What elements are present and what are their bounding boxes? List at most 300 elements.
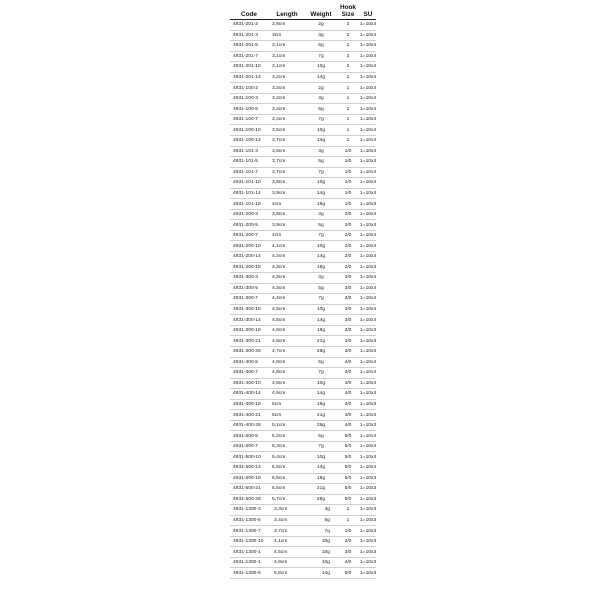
cell-weight: 18g: [316, 201, 326, 207]
table-row: [230, 358, 376, 369]
cell-su: 1=10x4: [360, 433, 377, 439]
cell-hook-size: 2: [346, 32, 350, 38]
cell-length: 3,4cm: [274, 517, 288, 523]
cell-length: 4,1cm: [272, 243, 286, 249]
cell-hook-size: 1/0: [344, 201, 352, 207]
cell-hook-size: 3/0: [344, 338, 352, 344]
cell-su: 1=10x4: [360, 254, 377, 260]
cell-hook-size: 5/0: [344, 496, 352, 502]
cell-length: 3,2cm: [272, 85, 286, 91]
cell-length: 4,4cm: [272, 296, 286, 302]
cell-weight: 3g: [324, 507, 330, 513]
cell-weight: 5g: [318, 222, 324, 228]
cell-code: 4931-100-3: [233, 96, 259, 102]
cell-length: 4cm: [272, 201, 282, 207]
cell-length: 3,1cm: [272, 43, 286, 49]
cell-hook-size: 2: [346, 22, 350, 28]
cell-su: 1=10x3: [360, 475, 377, 481]
cell-code: 4931-400-18: [233, 401, 261, 407]
table-row: [230, 421, 376, 432]
table-row: [230, 558, 376, 569]
cell-hook-size: 3/0: [344, 275, 352, 281]
cell-code: 4931-300-3: [233, 275, 259, 281]
cell-length: 5,2cm: [272, 433, 286, 439]
table-header: [230, 0, 376, 20]
cell-su: 1=10x4: [360, 64, 377, 70]
table-row: [230, 241, 376, 252]
table-row: [230, 20, 376, 31]
cell-hook-size: 4/0: [344, 359, 352, 365]
cell-su: 1=10x3: [360, 401, 377, 407]
cell-su: 1=10x4: [360, 222, 377, 228]
cell-length: 3,2cm: [272, 96, 286, 102]
cell-hook-size: 2/0: [344, 243, 352, 249]
table-row: [230, 463, 376, 474]
table-row: [230, 231, 376, 242]
table-row: [230, 83, 376, 94]
cell-hook-size: 1: [346, 127, 350, 133]
cell-hook-size: 2: [346, 507, 350, 513]
cell-code: 4931-101-14: [233, 191, 261, 197]
table-row: [230, 336, 376, 347]
cell-su: 1=10x4: [360, 22, 377, 28]
table-row: [230, 294, 376, 305]
cell-hook-size: 5/0: [344, 486, 352, 492]
table-row: [230, 505, 376, 516]
cell-su: 1=10x4: [360, 243, 377, 249]
cell-su: 1=10x3: [360, 423, 377, 429]
header-code: Code: [241, 10, 257, 18]
cell-length: 5,5cm: [272, 475, 286, 481]
cell-code: 4931-101-3: [233, 148, 259, 154]
cell-hook-size: 2/0: [344, 212, 352, 218]
cell-su: 1=10x4: [360, 285, 377, 291]
table-row: [230, 104, 376, 115]
cell-code: 4931-101-7: [233, 169, 259, 175]
cell-weight: 10g: [316, 243, 326, 249]
cell-weight: 14g: [316, 191, 326, 197]
cell-hook-size: 5/0: [344, 475, 352, 481]
cell-code: 4931-100-14: [233, 138, 261, 144]
table-row: [230, 157, 376, 168]
cell-code: 4931-100-7: [233, 117, 259, 123]
cell-weight: 14g: [321, 570, 330, 576]
cell-length: 3,7cm: [274, 528, 288, 534]
table-row: [230, 94, 376, 105]
cell-weight: 3g: [318, 96, 324, 102]
cell-weight: 7g: [318, 296, 324, 302]
cell-code: 4931-201-3: [233, 32, 259, 38]
cell-hook-size: 3/0: [344, 549, 352, 555]
cell-code: 4931-200-14: [233, 254, 261, 260]
cell-code: 4931-300-14: [233, 317, 261, 323]
cell-su: 1=10x3: [360, 539, 377, 545]
cell-length: 3cm: [272, 32, 282, 38]
cell-code: 4931-200-3: [233, 212, 259, 218]
cell-weight: 14g: [316, 465, 326, 471]
cell-weight: 21g: [316, 412, 326, 418]
table-row: [230, 189, 376, 200]
table-row: [230, 220, 376, 231]
table-row: [230, 147, 376, 158]
cell-length: 3,1cm: [272, 53, 286, 59]
cell-su: 1=10x4: [360, 106, 377, 112]
cell-su: 1=10x4: [360, 138, 377, 144]
cell-code: 4931-500-10: [233, 454, 261, 460]
cell-code: 4931-101-5: [233, 159, 259, 165]
cell-hook-size: 2/0: [344, 222, 352, 228]
table-body: [230, 20, 376, 579]
cell-weight: 14g: [316, 138, 326, 144]
cell-hook-size: 4/0: [344, 380, 352, 386]
cell-hook-size: 1/0: [344, 169, 352, 175]
cell-code: 4931-400-28: [233, 423, 261, 429]
cell-hook-size: 1/0: [344, 148, 352, 154]
cell-code: 4931-100-5: [233, 106, 259, 112]
cell-code: 4931-300-21: [233, 338, 261, 344]
cell-hook-size: 2/0: [344, 539, 352, 545]
cell-length: 4,8cm: [272, 370, 286, 376]
cell-su: 1=10x3: [360, 412, 377, 418]
table-row: [230, 547, 376, 558]
cell-hook-size: 1: [346, 517, 350, 523]
cell-weight: 10g: [316, 454, 326, 460]
cell-hook-size: 4/0: [344, 560, 352, 566]
table-row: [230, 484, 376, 495]
cell-length: 4,5cm: [272, 307, 286, 313]
cell-code: 4931-400-14: [233, 391, 261, 397]
table-row: [230, 442, 376, 453]
cell-code: 4931-201-14: [233, 75, 261, 80]
cell-su: 1=10x4: [360, 169, 377, 175]
cell-code: 4931-1300-3: [233, 507, 261, 513]
cell-length: 3,7cm: [272, 169, 286, 175]
cell-su: 1=10x4: [360, 159, 377, 165]
cell-hook-size: 4/0: [344, 401, 352, 407]
cell-su: 1=10x4: [360, 75, 377, 80]
cell-hook-size: 4/0: [344, 391, 352, 397]
cell-hook-size: 1: [346, 138, 350, 144]
cell-length: 3,8cm: [272, 180, 286, 186]
cell-code: 4931-100-2: [233, 85, 259, 91]
cell-hook-size: 4/0: [344, 370, 352, 376]
cell-su: 1=10x3: [360, 328, 377, 334]
table-row: [230, 210, 376, 221]
cell-code: 4931-500-5: [233, 433, 259, 439]
table-row: [230, 368, 376, 379]
cell-length: 4,3cm: [272, 264, 286, 270]
cell-code: 4931-500-21: [233, 486, 261, 492]
cell-length: 3,4cm: [272, 117, 286, 123]
cell-code: 4931-201-7: [233, 53, 259, 59]
cell-length: 3,7cm: [272, 159, 286, 165]
cell-hook-size: 5/0: [344, 454, 352, 460]
cell-length: 4,3cm: [272, 285, 286, 291]
cell-code: 4931-500-28: [233, 496, 261, 502]
cell-hook-size: 2/0: [344, 233, 352, 239]
cell-su: 1=10x4: [360, 380, 377, 386]
cell-length: 3,6cm: [272, 148, 286, 154]
cell-code: 4931-1300-1: [233, 549, 261, 555]
cell-su: 1=10x3: [360, 486, 377, 492]
cell-hook-size: 2: [346, 64, 350, 70]
cell-su: 1=10x4: [360, 96, 377, 102]
cell-hook-size: 3/0: [344, 349, 352, 355]
cell-weight: 2g: [318, 85, 324, 91]
cell-length: 4,5cm: [274, 549, 288, 555]
table-row: [230, 168, 376, 179]
cell-length: 4,7cm: [272, 349, 286, 355]
cell-weight: 3g: [318, 212, 324, 218]
cell-weight: 28g: [316, 349, 326, 355]
cell-code: 4931-300-7: [233, 296, 259, 302]
cell-weight: 21g: [316, 338, 326, 344]
cell-code: 4931-300-18: [233, 328, 261, 334]
cell-length: 4,9cm: [272, 380, 286, 386]
cell-weight: 14g: [316, 317, 326, 323]
cell-code: 4931-400-10: [233, 380, 261, 386]
cell-su: 1=10x4: [360, 127, 377, 133]
cell-weight: 10g: [321, 539, 330, 545]
cell-su: 1=10x3: [360, 338, 377, 344]
cell-length: 3,3cm: [274, 507, 288, 513]
table-row: [230, 273, 376, 284]
cell-su: 1=10x4: [360, 53, 377, 59]
cell-length: 3,2cm: [272, 75, 286, 80]
cell-su: 1=10x4: [360, 370, 377, 376]
cell-length: 5,1cm: [272, 423, 286, 429]
cell-length: 3,4cm: [272, 106, 286, 112]
table-row: [230, 62, 376, 73]
cell-code: 4931-400-7: [233, 370, 259, 376]
cell-hook-size: 1/0: [344, 180, 352, 186]
table-row: [230, 474, 376, 485]
cell-weight: 10g: [321, 560, 330, 566]
cell-su: 1=10x4: [360, 359, 377, 365]
cell-hook-size: 1: [346, 85, 350, 91]
table-row: [230, 315, 376, 326]
cell-weight: 5g: [318, 159, 324, 165]
table-row: [230, 263, 376, 274]
cell-length: 4,3cm: [272, 275, 286, 281]
cell-weight: 5g: [318, 433, 324, 439]
cell-weight: 14g: [316, 254, 326, 260]
header-hook-size: Hook Size: [340, 4, 356, 18]
cell-hook-size: 3/0: [344, 296, 352, 302]
table-row: [230, 305, 376, 316]
cell-code: 4931-500-18: [233, 475, 261, 481]
table-row: [230, 199, 376, 210]
cell-code: 4931-1300-5: [233, 517, 261, 523]
cell-length: 4cm: [272, 233, 282, 239]
cell-code: 4931-1300-7: [233, 528, 261, 534]
cell-code: 4931-300-5: [233, 285, 259, 291]
cell-weight: 10g: [316, 64, 326, 70]
cell-length: 3,8cm: [272, 212, 286, 218]
cell-length: 5,5cm: [272, 486, 286, 492]
cell-weight: 18g: [316, 264, 326, 270]
cell-weight: 3g: [318, 32, 324, 38]
cell-code: 4931-101-10: [233, 180, 261, 186]
cell-su: 1=10x4: [360, 465, 377, 471]
cell-su: 1=10x4: [360, 275, 377, 281]
cell-code: 4931-200-5: [233, 222, 259, 228]
table-row: [230, 431, 376, 442]
cell-length: 5cm: [272, 401, 282, 407]
product-spec-table: [230, 0, 376, 579]
cell-weight: 7g: [318, 117, 324, 123]
table-row: [230, 136, 376, 147]
table-row: [230, 125, 376, 136]
cell-weight: 5g: [324, 517, 330, 523]
table-row: [230, 568, 376, 579]
cell-hook-size: 1: [346, 106, 350, 112]
cell-code: 4931-500-14: [233, 465, 261, 471]
cell-weight: 7g: [318, 169, 324, 175]
cell-weight: 7g: [318, 370, 324, 376]
cell-hook-size: 5/0: [344, 433, 352, 439]
cell-hook-size: 1/0: [344, 191, 352, 197]
cell-hook-size: 2: [346, 43, 350, 49]
cell-length: 4,2cm: [272, 254, 286, 260]
table-row: [230, 326, 376, 337]
cell-code: 4931-201-2: [233, 22, 259, 28]
cell-hook-size: 5/0: [344, 444, 352, 450]
cell-weight: 10g: [316, 380, 326, 386]
cell-weight: 10g: [316, 307, 326, 313]
cell-weight: 28g: [316, 423, 326, 429]
cell-length: 3,7cm: [272, 138, 286, 144]
cell-length: 3,9cm: [272, 222, 286, 228]
cell-code: 4931-100-10: [233, 127, 261, 133]
table-row: [230, 178, 376, 189]
cell-su: 1=10x3: [360, 507, 377, 513]
cell-weight: 3g: [318, 148, 324, 154]
cell-length: 4,5cm: [272, 317, 286, 323]
cell-length: 5,7cm: [272, 496, 286, 502]
cell-hook-size: 1: [346, 117, 350, 123]
cell-weight: 3g: [318, 275, 324, 281]
cell-weight: 18g: [316, 401, 326, 407]
cell-su: 1=10x4: [360, 296, 377, 302]
cell-su: 1=10x4: [360, 212, 377, 218]
cell-weight: 18g: [316, 328, 326, 334]
cell-code: 4931-1300-1: [233, 560, 261, 566]
cell-hook-size: 5/0: [344, 570, 352, 576]
cell-length: 5,5cm: [272, 465, 286, 471]
cell-hook-size: 2: [346, 75, 350, 80]
cell-su: 1=10x3: [360, 549, 377, 555]
table-row: [230, 516, 376, 527]
cell-hook-size: 1/0: [344, 528, 352, 534]
cell-weight: 7g: [318, 53, 324, 59]
cell-su: 1=10x4: [360, 148, 377, 154]
table-row: [230, 52, 376, 63]
cell-code: 4931-201-5: [233, 43, 259, 49]
cell-code: 4931-1300-5: [233, 570, 261, 576]
cell-code: 4931-200-7: [233, 233, 259, 239]
header-weight: Weight: [310, 10, 332, 18]
cell-length: 4,9cm: [272, 391, 286, 397]
cell-su: 1=10x4: [360, 117, 377, 123]
cell-weight: 10g: [321, 549, 330, 555]
table-row: [230, 115, 376, 126]
cell-su: 1=10x4: [360, 307, 377, 313]
table-row: [230, 410, 376, 421]
cell-su: 1=10x3: [360, 496, 377, 502]
cell-weight: 7g: [318, 233, 324, 239]
table-row: [230, 379, 376, 390]
table-row: [230, 495, 376, 506]
cell-su: 1=10x4: [360, 191, 377, 197]
cell-hook-size: 2: [346, 53, 350, 59]
table-row: [230, 400, 376, 411]
cell-code: 4931-200-18: [233, 264, 261, 270]
cell-length: 5,5cm: [274, 570, 288, 576]
cell-su: 1=10x4: [360, 454, 377, 460]
cell-hook-size: 4/0: [344, 423, 352, 429]
cell-hook-size: 3/0: [344, 328, 352, 334]
cell-su: 1=10x4: [360, 180, 377, 186]
cell-length: 4,6cm: [272, 328, 286, 334]
cell-code: 4931-300-28: [233, 349, 261, 355]
cell-weight: 14g: [316, 75, 326, 80]
cell-weight: 18g: [316, 475, 326, 481]
cell-weight: 10g: [316, 127, 326, 133]
cell-code: 4931-1300-10: [233, 539, 264, 545]
cell-hook-size: 3/0: [344, 285, 352, 291]
cell-code: 4931-300-10: [233, 307, 261, 313]
cell-code: 4931-101-18: [233, 201, 261, 207]
cell-su: 1=10x3: [360, 560, 377, 566]
cell-code: 4931-400-21: [233, 412, 261, 418]
cell-hook-size: 1/0: [344, 159, 352, 165]
cell-weight: 10g: [316, 180, 326, 186]
cell-length: 5,4cm: [272, 454, 286, 460]
cell-su: 1=10x3: [360, 517, 377, 523]
cell-weight: 7g: [324, 528, 330, 534]
cell-hook-size: 2/0: [344, 254, 352, 260]
cell-hook-size: 1: [346, 96, 350, 102]
cell-hook-size: 3/0: [344, 307, 352, 313]
cell-code: 4931-200-10: [233, 243, 261, 249]
cell-length: 5cm: [272, 412, 282, 418]
table-row: [230, 31, 376, 42]
header-su: SU: [363, 10, 373, 18]
cell-length: 3,9cm: [272, 191, 286, 197]
table-row: [230, 252, 376, 263]
table-row: [230, 537, 376, 548]
cell-weight: 7g: [318, 444, 324, 450]
cell-su: 1=10x4: [360, 32, 377, 38]
table-row: [230, 73, 376, 84]
table-row: [230, 347, 376, 358]
cell-weight: 5g: [318, 359, 324, 365]
table-row: [230, 284, 376, 295]
table-row: [230, 526, 376, 537]
cell-su: 1=10x4: [360, 43, 377, 49]
cell-code: 4931-400-5: [233, 359, 259, 365]
cell-code: 4931-201-10: [233, 64, 261, 70]
cell-length: 4,6cm: [272, 338, 286, 344]
cell-su: 1=10x3: [360, 349, 377, 355]
cell-weight: 5g: [318, 106, 324, 112]
table-row: [230, 452, 376, 463]
cell-su: 1=10x3: [360, 201, 377, 207]
cell-su: 1=10x4: [360, 233, 377, 239]
cell-su: 1=10x4: [360, 85, 377, 91]
cell-code: 4931-500-7: [233, 444, 259, 450]
